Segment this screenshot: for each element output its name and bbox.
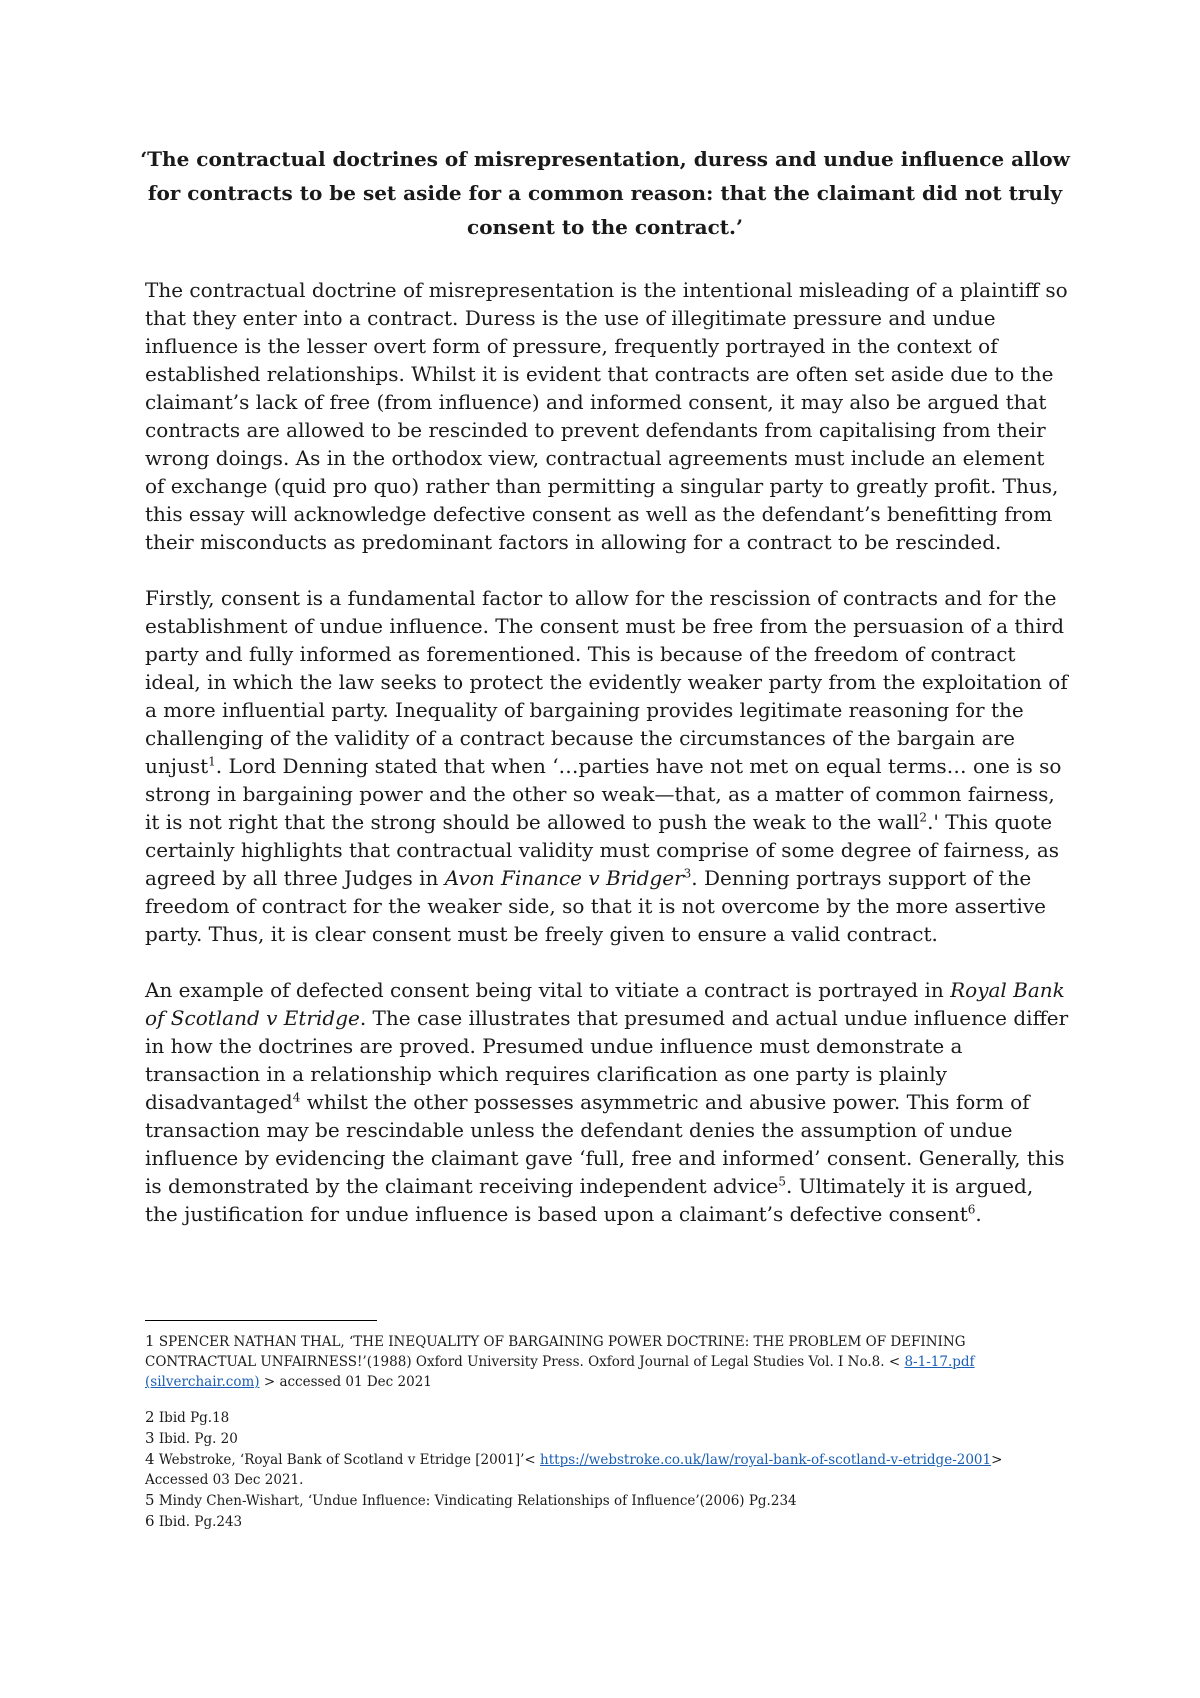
footnote-ref[interactable]: 5 [778,1174,787,1189]
footnote-number: 3 [145,1429,155,1447]
paragraph-consent [145,584,1070,948]
paragraph-text: . Ultimately it is argued, the justification for undue influence is based upon a claimant’s defective consent [145,1174,1034,1226]
footnote-text: Mindy Chen-Wishart, ‘Undue Influence: Vindicating Relationships of Influence’(2006) Pg.234 [158,1493,797,1509]
footnote-4 [145,1449,1070,1490]
footnote-link[interactable]: 8-1-17.pdf (silverchair.com) [145,1354,975,1390]
paragraph-text: . [975,1202,982,1226]
footnote-text: Ibid Pg.18 [158,1410,230,1426]
footnote-6 [145,1511,1070,1532]
footnote-ref[interactable]: 4 [292,1090,301,1105]
footnote-ref[interactable]: 1 [208,754,216,769]
case-name: Royal Bank of Scotland v Etridge [145,978,1065,1030]
case-name: Avon Finance v Bridger [444,866,684,890]
footnote-text: > accessed 01 Dec 2021 [259,1374,432,1390]
paragraph-text: An example of defected consent being vital to vitiate a contract is portrayed in [145,978,951,1002]
footnote-link[interactable]: https://webstroke.co.uk/law/royal-bank-of-scotland-v-etridge-2001 [540,1452,992,1468]
footnote-number: 4 [145,1450,155,1468]
paragraph-etridge [145,976,1070,1228]
paragraph-text: .' This quote certainly highlights that contractual validity must comprise of some degree of fairness, as agreed by all three Judges in [145,810,1060,890]
paragraph-text: whilst the other possesses asymmetric and abusive power. This form of transaction may be rescindable unless the defendant denies the assumption of undue influence by evidencing the claimant gave ‘full, free and informed’ consent. Generally, this is demonstrated by the claimant receiving independent advice [145,1090,1065,1198]
paragraph-intro: The contractual doctrine of misrepresentation is the intentional misleading of a plaintiff so that they enter into a contract. Duress is the use of illegitimate pressure and undue influence is the lesser overt form of pressure, frequently portrayed in the context of established relationships. Whilst it is evident that contracts are often set aside due to the claimant’s lack of free (from influence) and informed consent, it may also be argued that contracts are allowed to be rescinded to prevent defendants from capitalising from their wrong doings. As in the orthodox view, contractual agreements must include an element of exchange (quid pro quo) rather than permitting a singular party to greatly profit. Thus, this essay will acknowledge defective consent as well as the defendant’s benefitting from their misconducts as predominant factors in allowing for a contract to be rescinded. [145,278,1068,554]
footnote-text: Ibid. Pg. 20 [158,1431,238,1447]
footnote-5 [145,1490,1070,1511]
footnote-text: > Accessed 03 Dec 2021. [145,1452,1003,1488]
footnote-2 [145,1407,1070,1428]
footnote-ref[interactable]: 6 [967,1202,976,1217]
footnote-number: 1 [145,1332,155,1350]
footnote-text: SPENCER NATHAN THAL, ‘THE INEQUALITY OF BARGAINING POWER DOCTRINE: THE PROBLEM OF DEFINING CONTRACTUAL UNFAIRNESS!’(1988) Oxford University Press. Oxford Journal of Legal Studies Vol. I No.8. < [145,1334,966,1370]
paragraph-text: . Lord Denning stated that when ‘…parties have not met on equal terms… one is so strong in bargaining power and the other so weak—that, as a matter of common fairness, it is not right that the strong should be allowed to push the weak to the wall [145,754,1062,834]
footnote-3 [145,1428,1070,1449]
footnote-text: Ibid. Pg.243 [158,1514,243,1530]
footnote-separator [145,1320,377,1321]
footnote-number: 6 [145,1512,155,1530]
footnote-text: Webstroke, ‘Royal Bank of Scotland v Etridge [2001]’< [158,1452,541,1468]
footnotes [145,1331,1070,1532]
essay-title: ‘The contractual doctrines of misrepresentation, duress and undue influence allow for contracts to be set aside for a common reason: that the claimant did not truly consent to the contract.’ [140,147,1070,239]
paragraph-text: Firstly, consent is a fundamental factor to allow for the rescission of contracts and for the establishment of undue influence. The consent must be free from the persuasion of a third party and fully informed as forementioned. This is because of the freedom of contract ideal, in which the law seeks to protect the evidently weaker party from the exploitation of a more influential party. Inequality of bargaining provides legitimate reasoning for the challenging of the validity of a contract because the circumstances of the bargain are unjust [145,586,1068,778]
footnote-ref[interactable]: 3 [683,866,692,881]
essay-body [145,276,1070,1256]
footnote-number: 2 [145,1408,155,1426]
footnote-ref[interactable]: 2 [919,810,928,825]
paragraph-text: . Denning portrays support of the freedom of contract for the weaker side, so that it is not overcome by the more assertive party. Thus, it is clear consent must be freely given to ensure a valid contract. [145,866,1046,946]
paragraph-text: . The case illustrates that presumed and actual undue influence differ in how the doctrines are proved. Presumed undue influence must demonstrate a transaction in a relationship which requires clarification as one party is plainly disadvantaged [145,1006,1069,1114]
footnote-1 [145,1331,1070,1392]
footnote-number: 5 [145,1491,155,1509]
